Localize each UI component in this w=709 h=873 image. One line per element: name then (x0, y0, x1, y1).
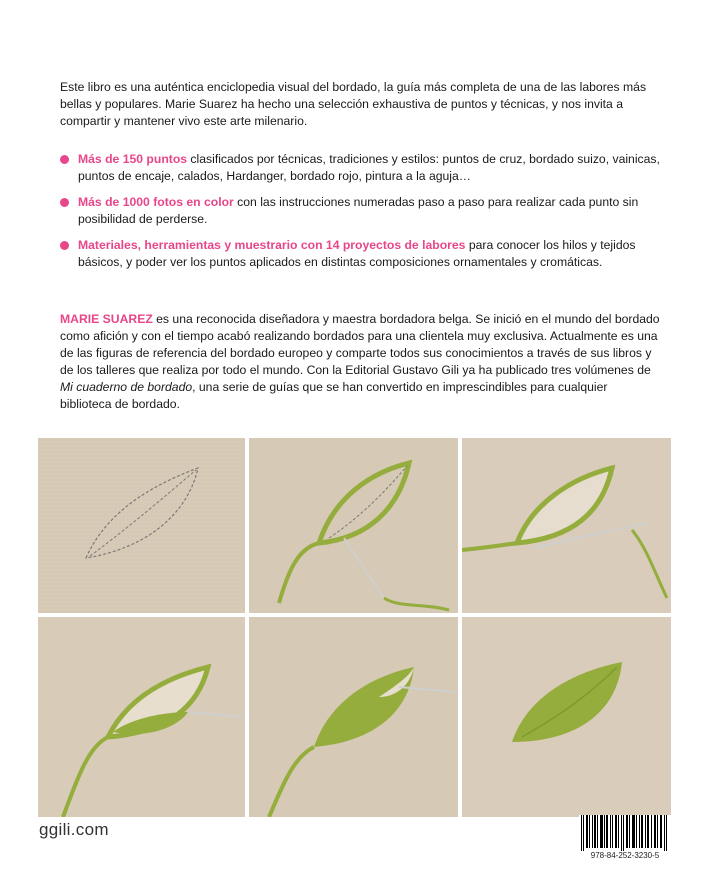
bullet-dot-icon (60, 198, 69, 207)
feature-list (60, 151, 660, 280)
feature-highlight: Más de 1000 fotos en color (78, 195, 234, 209)
bullet-dot-icon (60, 241, 69, 250)
embroidery-step-5-satin-progress (249, 617, 458, 817)
isbn-number: 978-84-252-3230-5 (590, 851, 660, 860)
feature-item (60, 237, 660, 271)
photo-grid (38, 438, 671, 817)
feature-highlight: Materiales, herramientas y muestrario con 14 proyectos de labores (78, 238, 466, 252)
book-title: Mi cuaderno de bordado (60, 380, 193, 394)
author-bio-text: es una reconocida diseñadora y maestra bordadora belga. Se inició en el mundo del bordado como afición y con el tiempo acabó realizando bordados para una clientela muy exclusiva. Actualmente es una de las figuras de referencia del bordado europeo y comparte todos sus conocimientos a través de sus libros y de los talleres que realiza por todo el mundo. Con la Editorial Gustavo Gili ya ha publicado tres volúmenes de (60, 312, 660, 377)
author-name: MARIE SUAREZ (60, 312, 153, 326)
embroidery-step-4-satin-start (38, 617, 245, 817)
embroidery-step-1-outline (38, 438, 245, 613)
publisher-url: ggili.com (39, 820, 109, 839)
embroidery-step-6-finished-leaf (462, 617, 671, 817)
feature-item (60, 151, 660, 185)
feature-text: para conocer los hilos y tejidos básicos, y poder ver los puntos aplicados en distintas composiciones ornamentales y cromáticas. (78, 238, 636, 269)
feature-text: con las instrucciones numeradas paso a paso para realizar cada punto sin posibilidad de perderse. (78, 195, 639, 226)
author-bio (60, 311, 660, 413)
feature-item (60, 194, 660, 228)
intro-paragraph: Este libro es una auténtica enciclopedia visual del bordado, la guía más completa de una de las labores más bellas y populares. Marie Suarez ha hecho una selección exhaustiva de puntos y técnicas, y nos invita a compartir y mantener vivo este arte milenario. (60, 80, 647, 128)
feature-highlight: Más de 150 puntos (78, 152, 188, 166)
embroidery-step-2-stem-stitch (249, 438, 458, 613)
bullet-dot-icon (60, 155, 69, 164)
feature-text: clasificados por técnicas, tradiciones y estilos: puntos de cruz, bordado suizo, vainicas, puntos de encaje, calados, Hardanger, bordado rojo, pintura a la aguja… (78, 152, 660, 183)
embroidery-step-3-outline-done (462, 438, 671, 613)
author-bio-text-end: , una serie de guías que se han convertido en imprescindibles para cualquier biblioteca de bordado. (60, 380, 608, 411)
barcode-icon (579, 815, 671, 851)
